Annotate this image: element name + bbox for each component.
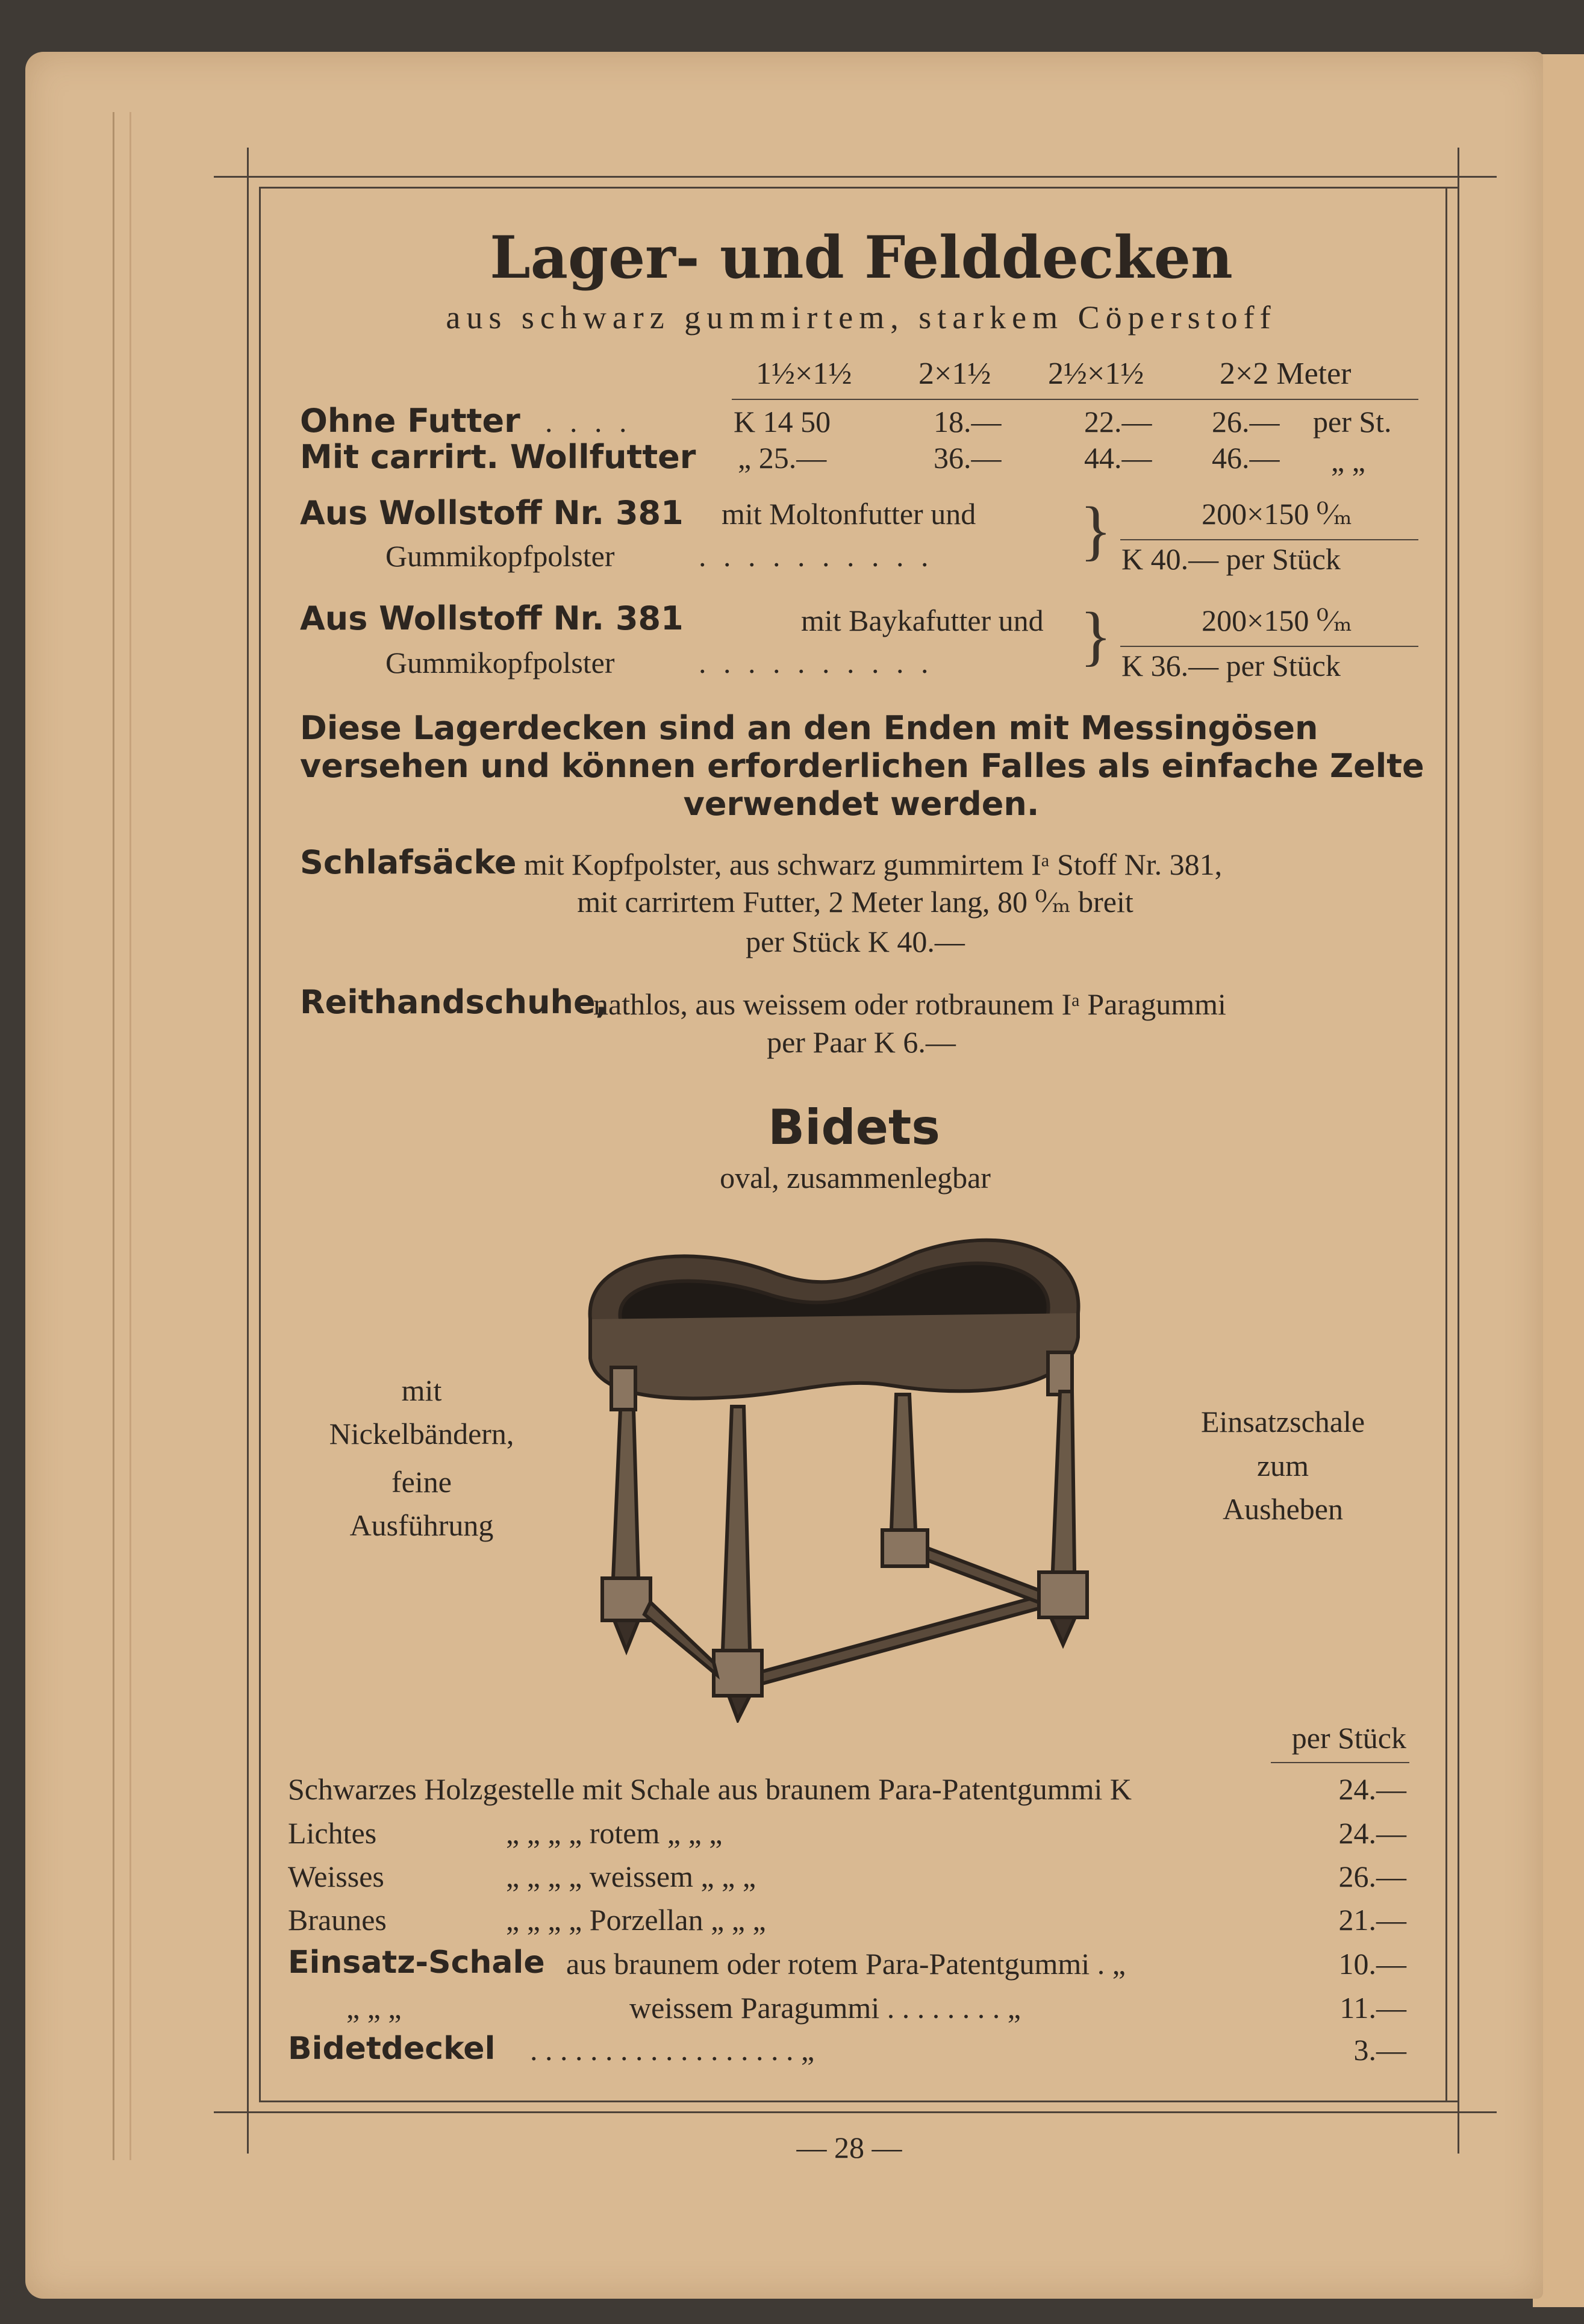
bidet-illustration <box>578 1229 1102 1723</box>
price-row-value: 24.— <box>1338 1772 1406 1806</box>
wollstoff-label: Aus Wollstoff Nr. 381 <box>300 599 684 637</box>
frame-left-outer <box>247 148 249 2154</box>
price-row-value: 21.— <box>1338 1903 1406 1937</box>
wollstoff-text: mit Moltonfutter und <box>722 497 976 531</box>
schlafsaecke-line3: per Stück K 40.— <box>746 925 965 958</box>
price-cell: 22.— <box>1084 405 1152 439</box>
price-row-value: 26.— <box>1338 1860 1406 1893</box>
brace: } <box>1080 599 1112 672</box>
price-cell: K 14 50 <box>734 405 831 439</box>
size-rule <box>1120 539 1418 540</box>
wollstoff-dots: . . . . . . . . . . <box>699 539 934 573</box>
frame-top-inner-line <box>259 187 1458 189</box>
wollstoff-line2: Gummikopfpolster <box>385 539 615 573</box>
wollstoff-size: 200×150 ⁰⁄ₘ <box>1202 604 1352 637</box>
note-line: Diese Lagerdecken sind an den Enden mit Messingösen <box>300 709 1318 747</box>
caption-left: feine <box>391 1465 452 1499</box>
price-header-rule <box>1271 1762 1409 1763</box>
wollstoff-size: 200×150 ⁰⁄ₘ <box>1202 497 1352 531</box>
row-label-wollfutter: Mit carrirt. Wollfutter <box>300 438 696 476</box>
price-cell: 44.— <box>1084 441 1152 475</box>
size-header-4: 2×2 Meter <box>1220 357 1352 391</box>
page-edge <box>113 112 131 2160</box>
wollstoff-dots: . . . . . . . . . . <box>699 646 934 679</box>
caption-right: Einsatzschale <box>1200 1405 1365 1438</box>
price-row-label: Schwarzes Holzgestelle mit Schale aus braunem Para-Patentgummi K <box>288 1772 1132 1806</box>
wollstoff-text: mit Baykafutter und <box>801 604 1044 637</box>
size-header-3: 2½×1½ <box>1048 357 1144 391</box>
bidets-subtitle: oval, zusammenlegbar <box>720 1161 991 1195</box>
subtitle: aus schwarz gummirtem, starkem Cöperstoff <box>446 299 1277 336</box>
size-header-2: 2×1½ <box>918 357 991 391</box>
bidets-title: Bidets <box>768 1099 940 1155</box>
price-cell: „ 25.— <box>738 441 827 475</box>
price-row-mid: . . . . . . . . . . . . . . . . . . „ <box>530 2033 815 2067</box>
frame-right-outer <box>1458 148 1459 2154</box>
price-row-label: Lichtes <box>288 1816 377 1850</box>
price-cell: 46.— <box>1212 441 1280 475</box>
caption-right: Ausheben <box>1223 1492 1343 1526</box>
page-title: Lager- und Felddecken <box>490 223 1233 292</box>
price-row-label: Bidetdeckel <box>288 2031 496 2067</box>
brace: } <box>1080 493 1112 567</box>
caption-left: Nickelbändern, <box>329 1417 514 1451</box>
wollstoff-price: K 36.— per Stück <box>1121 649 1341 683</box>
frame-bottom-line <box>214 2111 1497 2113</box>
wollstoff-line2: Gummikopfpolster <box>385 646 615 679</box>
row-dots: . . . . <box>545 405 632 439</box>
schlafsaecke-label: Schlafsäcke <box>300 843 517 881</box>
note-line: verwendet werden. <box>683 785 1040 823</box>
size-rule <box>1120 646 1418 647</box>
price-header: per Stück <box>1291 1721 1406 1755</box>
price-row-label: Weisses <box>288 1860 384 1893</box>
reithandschuhe-label: Reithandschuhe, <box>300 983 608 1021</box>
unit-cell: per St. <box>1313 405 1392 439</box>
price-row-mid: „ „ „ „ Porzellan „ „ „ <box>506 1903 766 1937</box>
price-row-value: 11.— <box>1339 1991 1406 2025</box>
page-number: — 28 — <box>796 2131 902 2164</box>
price-row-value: 10.— <box>1338 1947 1406 1981</box>
size-header-1: 1½×1½ <box>756 357 852 391</box>
frame-bottom-inner-line <box>259 2101 1458 2102</box>
caption-left: Ausführung <box>349 1508 494 1542</box>
price-row-value: 24.— <box>1338 1816 1406 1850</box>
schlafsaecke-line1: mit Kopfpolster, aus schwarz gummirtem Iᵃ Stoff Nr. 381, <box>524 848 1223 881</box>
schlafsaecke-line2: mit carrirtem Futter, 2 Meter lang, 80 ⁰⁄ₘ breit <box>577 885 1133 919</box>
frame-right-inner <box>1445 187 1447 2101</box>
price-row-label: Einsatz-Schale <box>288 1944 545 1981</box>
caption-right: zum <box>1256 1449 1309 1482</box>
price-row-label: „ „ „ <box>346 1991 402 2025</box>
price-cell: 36.— <box>934 441 1002 475</box>
wollstoff-label: Aus Wollstoff Nr. 381 <box>300 494 684 532</box>
price-row-mid: „ „ „ „ weissem „ „ „ <box>506 1860 756 1893</box>
frame-top-line <box>214 176 1497 178</box>
row-label-ohne-futter: Ohne Futter <box>300 402 520 440</box>
price-cell: 26.— <box>1212 405 1280 439</box>
price-row-mid: aus braunem oder rotem Para-Patentgummi . „ <box>566 1947 1126 1981</box>
price-row-value: 3.— <box>1353 2033 1406 2067</box>
price-row-label: Braunes <box>288 1903 387 1937</box>
unit-cell: „ „ <box>1331 444 1365 478</box>
note-line: versehen und können erforderlichen Falles als einfache Zelte <box>300 747 1424 785</box>
price-cell: 18.— <box>934 405 1002 439</box>
price-row-mid: „ „ „ „ rotem „ „ „ <box>506 1816 723 1850</box>
caption-left: mit <box>401 1373 442 1407</box>
reithandschuhe-line1: nathlos, aus weissem oder rotbraunem Iᵃ Paragummi <box>593 987 1226 1021</box>
reithandschuhe-line2: per Paar K 6.— <box>767 1025 956 1059</box>
wollstoff-price: K 40.— per Stück <box>1121 542 1341 576</box>
price-row-mid: weissem Paragummi . . . . . . . . „ <box>629 1991 1021 2025</box>
frame-left-inner <box>259 187 261 2101</box>
size-header-rule <box>732 399 1418 400</box>
